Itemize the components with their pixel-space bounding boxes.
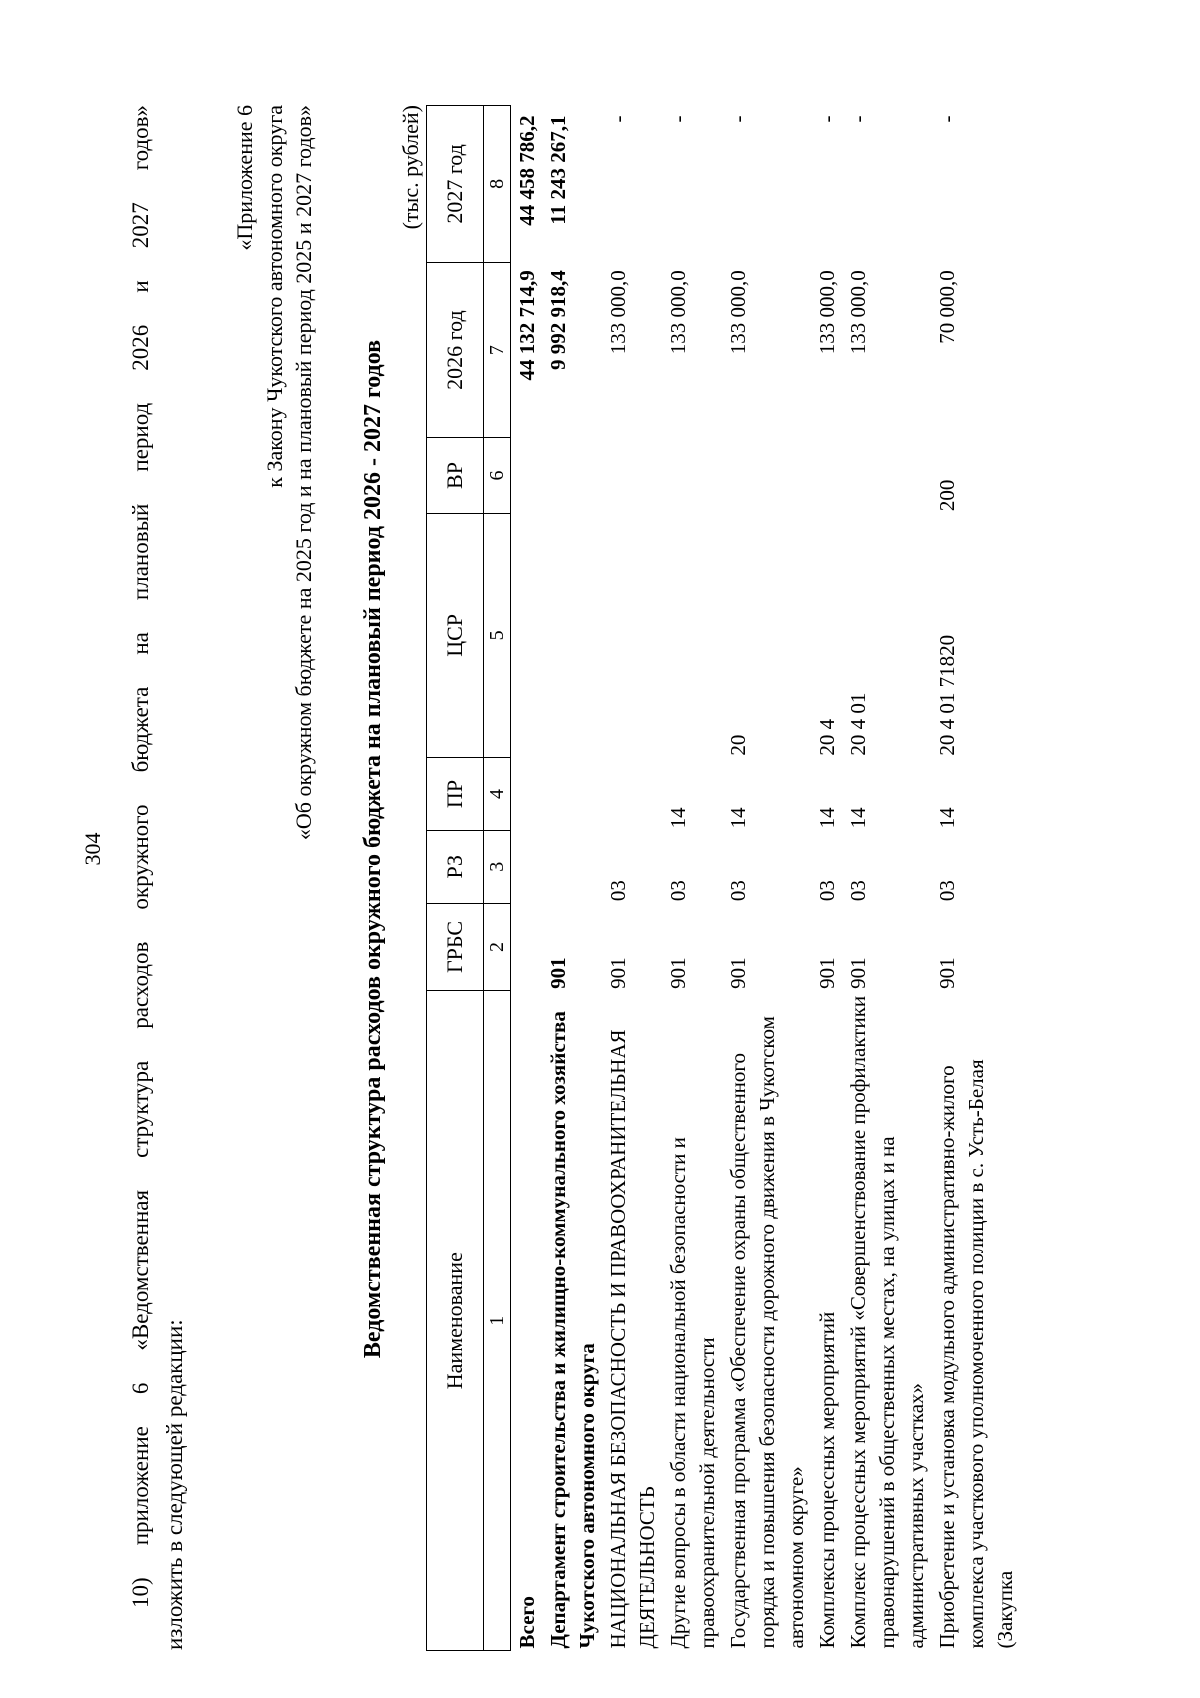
grbs-cell: 901	[726, 957, 750, 989]
vr-cell: 200	[935, 479, 959, 512]
column-header: ВР	[427, 438, 484, 513]
amount-2027-cell: -	[935, 115, 959, 123]
amount-2026-cell: 133 000,0	[606, 270, 630, 355]
amount-2027-cell: -	[726, 115, 750, 123]
column-number: 1	[484, 991, 511, 1651]
vr-cell	[842, 438, 931, 513]
header-row	[427, 106, 484, 1651]
amount-2026-cell: 133 000,0	[815, 270, 839, 355]
column-header: 2027 год	[427, 106, 484, 263]
column-header: 2026 год	[427, 262, 484, 438]
amount-2027-cell: 44 458 786,2	[515, 115, 539, 226]
column-number: 3	[484, 830, 511, 903]
amount-2027-cell: -	[666, 115, 690, 123]
column-header: РЗ	[427, 830, 484, 903]
grbs-cell: 901	[666, 957, 690, 989]
table-row	[662, 106, 722, 1651]
amount-2026-cell: 133 000,0	[846, 270, 870, 355]
csr-cell	[602, 513, 662, 758]
table-row	[602, 106, 662, 1651]
row-name-cell: Всего	[515, 1596, 539, 1649]
vr-cell	[542, 438, 602, 513]
table-row	[842, 106, 931, 1651]
pr-cell	[542, 758, 602, 831]
rz-cell: 03	[815, 880, 839, 902]
page-number: 304	[80, 832, 105, 866]
column-header: ЦСР	[427, 513, 484, 758]
appendix-law-reference: к Закону Чукотского автономного округа	[262, 105, 287, 488]
pr-cell: 14	[815, 807, 839, 829]
amount-2026-cell: 44 132 714,9	[515, 270, 539, 381]
vr-cell	[662, 438, 722, 513]
amount-2026-cell: 70 000,0	[935, 270, 959, 344]
csr-cell	[662, 513, 722, 758]
csr-cell	[511, 513, 543, 758]
column-number: 8	[484, 106, 511, 263]
amount-2027-cell: -	[815, 115, 839, 123]
amount-2026-cell: 133 000,0	[726, 270, 750, 355]
appendix-heading: «Приложение 6	[232, 105, 257, 251]
intro-paragraph-continuation: изложить в следующей редакции:	[162, 1319, 187, 1650]
row-name-cell: Приобретение и установка модульного административно-жилого комплекса участкового уполномоченного полиции в с. Усть-Белая (Закупка	[935, 1059, 1017, 1649]
grbs-cell: 901	[935, 957, 959, 989]
csr-cell	[542, 513, 602, 758]
column-number: 5	[484, 513, 511, 758]
vr-cell	[602, 438, 662, 513]
appendix-law-title: «Об окружном бюджете на 2025 год и на плановый период 2025 и 2027 годов»	[291, 105, 316, 841]
expenses-table	[426, 105, 1020, 1651]
rz-cell	[511, 830, 543, 903]
rz-cell	[542, 830, 602, 903]
pr-cell	[511, 758, 543, 831]
rz-cell: 03	[606, 880, 630, 902]
amount-2026-cell: 133 000,0	[666, 270, 690, 355]
row-name-cell: НАЦИОНАЛЬНАЯ БЕЗОПАСНОСТЬ И ПРАВООХРАНИТЕЛЬНАЯ ДЕЯТЕЛЬНОСТЬ	[606, 1029, 659, 1649]
column-number: 2	[484, 903, 511, 991]
grbs-cell	[511, 903, 543, 991]
column-header: ГРБС	[427, 903, 484, 991]
amount-2026-cell: 9 992 918,4	[546, 270, 570, 371]
vr-cell	[511, 438, 543, 513]
column-number: 6	[484, 438, 511, 513]
csr-cell: 20	[726, 734, 750, 756]
grbs-cell: 901	[815, 957, 839, 989]
csr-cell: 20 4 01	[846, 692, 870, 756]
table-row	[811, 106, 842, 1651]
column-number: 4	[484, 758, 511, 831]
column-number: 7	[484, 262, 511, 438]
table-row	[511, 106, 543, 1651]
amount-2027-cell: 11 243 267,1	[546, 115, 570, 225]
pr-cell: 14	[666, 807, 690, 829]
grbs-cell: 901	[546, 957, 570, 989]
table-row	[931, 106, 1020, 1651]
rz-cell: 03	[846, 880, 870, 902]
pr-cell: 14	[726, 807, 750, 829]
amount-2027-cell: -	[846, 115, 870, 123]
amount-2027-cell: -	[606, 115, 630, 123]
rz-cell: 03	[726, 880, 750, 902]
row-name-cell: Комплекс процессных мероприятий «Совершенствование профилактики правонарушений в общественных местах, на улицах и на административных участках»	[846, 995, 928, 1649]
row-name-cell: Департамент строительства и жилищно-коммунального хозяйства Чукотского автономного округа	[546, 1011, 599, 1649]
table-title: Ведомственная структура расходов окружного бюджета на плановый период 2026 - 2027 годов	[360, 339, 386, 1359]
pr-cell	[602, 758, 662, 831]
pr-cell: 14	[846, 807, 870, 829]
grbs-cell: 901	[606, 957, 630, 989]
csr-cell: 20 4 01 71820	[935, 634, 959, 756]
table-row	[722, 106, 811, 1651]
pr-cell: 14	[935, 807, 959, 829]
vr-cell	[722, 438, 811, 513]
intro-paragraph: 10) приложение 6 «Ведомственная структура расходов окружного бюджета на плановый период 2026 и 2027 годов»	[128, 105, 153, 1608]
vr-cell	[811, 438, 842, 513]
column-header: ПР	[427, 758, 484, 831]
column-number-row	[484, 106, 511, 1651]
row-name-cell: Другие вопросы в области национальной безопасности и правоохранительной деятельности	[666, 1137, 719, 1649]
row-name-cell: Государственная программа «Обеспечение охраны общественного порядка и повышения безопасности дорожного движения в Чукотском автономном округе»	[726, 1016, 808, 1649]
csr-cell: 20 4	[815, 718, 839, 756]
column-header: Наименование	[427, 991, 484, 1651]
rz-cell: 03	[935, 880, 959, 902]
grbs-cell: 901	[846, 957, 870, 989]
rz-cell: 03	[666, 880, 690, 902]
table-body	[511, 106, 1021, 1651]
row-name-cell: Комплексы процессных мероприятий	[815, 1311, 839, 1649]
units-label: (тыс. рублей)	[398, 105, 423, 230]
table-row	[542, 106, 602, 1651]
